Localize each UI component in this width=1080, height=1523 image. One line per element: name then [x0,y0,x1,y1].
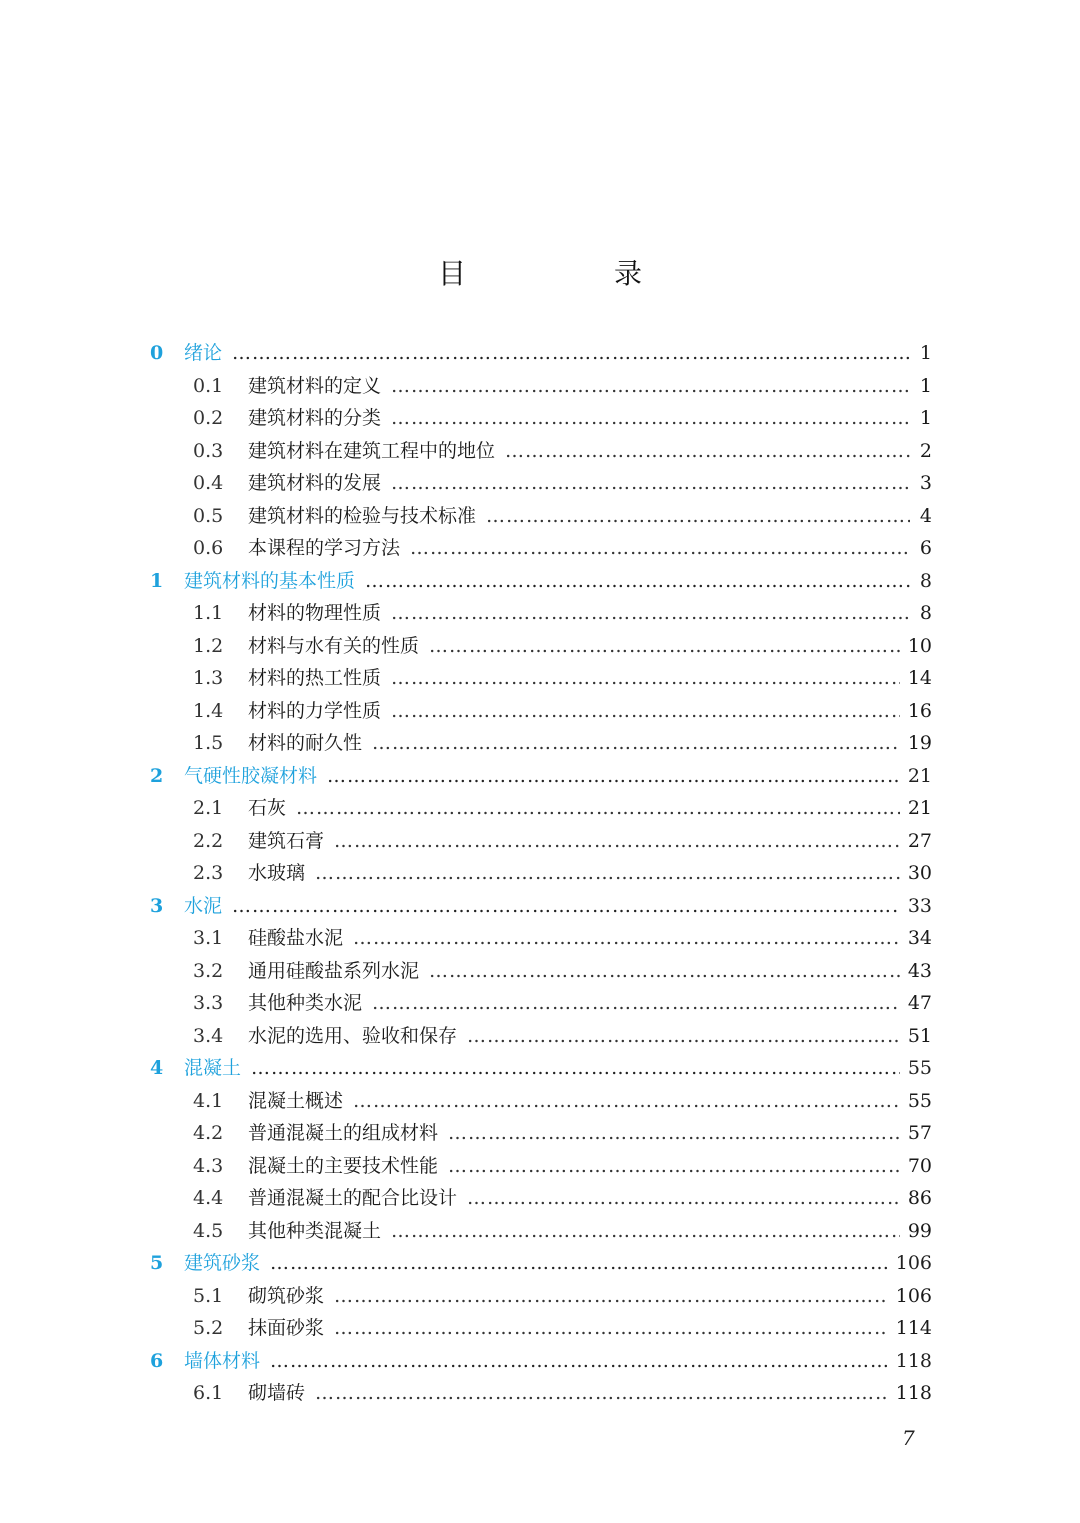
entry-title: 水玻璃 [248,862,306,884]
entry-page: 47 [907,992,932,1014]
entry-title: 砌墙砖 [248,1382,306,1404]
entry-title: 建筑材料的分类 [248,407,382,429]
entry-title: 气硬性胶凝材料 [184,764,318,787]
leader-dots [429,960,900,982]
toc-section-entry[interactable] [150,1086,932,1119]
entry-title: 材料的力学性质 [248,699,382,722]
entry-number: 0.5 [193,504,224,527]
entry-page: 33 [907,894,932,917]
entry-number: 2.3 [193,862,224,884]
page-title: 目 录 [437,257,702,290]
toc-section-entry[interactable] [150,533,932,566]
leader-dots [429,635,900,657]
entry-number: 3.3 [193,992,224,1014]
toc-chapter-entry[interactable] [150,338,932,371]
entry-number: 1 [150,569,164,592]
toc-section-entry[interactable] [150,436,932,469]
leader-dots [505,440,910,462]
entry-number: 1.4 [193,699,224,722]
entry-number: 3.4 [193,1024,224,1047]
leader-dots [251,1057,900,1079]
entry-page: 21 [907,797,932,819]
entry-page: 4 [919,504,932,527]
entry-number: 4.1 [193,1089,224,1112]
entry-page: 99 [907,1219,932,1242]
leader-dots [486,505,910,527]
entry-page: 106 [895,1252,932,1274]
entry-title: 水泥 [184,894,223,917]
entry-title: 砌筑砂浆 [248,1284,325,1307]
entry-title: 普通混凝土的组成材料 [248,1122,439,1144]
entry-number: 6.1 [193,1382,224,1404]
entry-number: 6 [150,1349,164,1372]
leader-dots [448,1122,900,1144]
toc-section-entry[interactable] [150,956,932,989]
toc-chapter-entry[interactable] [150,891,932,924]
leader-dots [448,1155,900,1177]
entry-page: 1 [919,374,932,397]
entry-title: 建筑石膏 [248,829,325,852]
entry-title: 建筑砂浆 [184,1252,261,1274]
entry-page: 106 [895,1284,932,1307]
entry-page: 34 [907,927,932,949]
entry-number: 0.4 [193,472,224,494]
toc-section-entry[interactable] [150,793,932,826]
entry-number: 4.5 [193,1219,224,1242]
leader-dots [467,1025,900,1047]
entry-page: 8 [919,602,932,624]
toc-chapter-entry[interactable] [150,1346,932,1379]
leader-dots [391,602,910,624]
entry-title: 绪论 [184,342,223,364]
entry-page: 114 [895,1317,932,1339]
entry-title: 建筑材料的发展 [248,472,382,494]
toc-section-entry[interactable] [150,501,932,534]
toc-chapter-entry[interactable] [150,1248,932,1281]
entry-page: 86 [907,1187,932,1209]
entry-page: 30 [907,862,932,884]
page-number: 7 [902,1426,915,1450]
entry-title: 普通混凝土的配合比设计 [248,1187,458,1209]
toc-section-entry[interactable] [150,988,932,1021]
entry-number: 5.2 [193,1317,224,1339]
entry-page: 70 [907,1154,932,1177]
entry-number: 1.3 [193,667,224,689]
entry-page: 1 [919,342,932,364]
toc-section-entry[interactable] [150,468,932,501]
toc-chapter-entry[interactable] [150,1053,932,1086]
leader-dots [353,1090,900,1112]
entry-number: 0.6 [193,537,224,559]
toc-chapter-entry[interactable] [150,566,932,599]
leader-dots [391,407,910,429]
entry-page: 8 [919,569,932,592]
leader-dots [467,1187,900,1209]
toc-section-entry[interactable] [150,1118,932,1151]
leader-dots [334,1285,888,1307]
entry-title: 混凝土 [184,1057,242,1079]
toc-section-entry[interactable] [150,403,932,436]
entry-title: 水泥的选用、验收和保存 [248,1024,458,1047]
entry-title: 混凝土的主要技术性能 [248,1154,439,1177]
entry-number: 2 [150,764,164,787]
leader-dots [391,375,910,397]
leader-dots [391,1220,900,1242]
entry-number: 1.2 [193,634,224,657]
entry-number: 0.1 [193,374,224,397]
toc-section-entry[interactable] [150,858,932,891]
entry-page: 118 [895,1382,932,1404]
entry-title: 材料的热工性质 [248,667,382,689]
leader-dots [334,1317,888,1339]
toc-section-entry[interactable] [150,663,932,696]
toc-section-entry[interactable] [150,1216,932,1249]
toc-section-entry[interactable] [150,371,932,404]
toc-section-entry[interactable] [150,1313,932,1346]
entry-title: 石灰 [248,797,287,819]
entry-title: 材料的耐久性 [248,732,363,754]
leader-dots [391,667,900,689]
entry-page: 19 [907,732,932,754]
leader-dots [372,732,900,754]
toc-section-entry[interactable] [150,1183,932,1216]
table-of-contents [150,338,932,1411]
toc-chapter-entry[interactable] [150,761,932,794]
toc-section-entry[interactable] [150,631,932,664]
leader-dots [270,1350,888,1372]
leader-dots [365,570,910,592]
toc-section-entry[interactable] [150,1281,932,1314]
entry-page: 27 [907,829,932,852]
leader-dots [391,700,900,722]
entry-title: 材料与水有关的性质 [248,634,420,657]
leader-dots [372,992,900,1014]
entry-number: 3.1 [193,927,224,949]
toc-section-entry[interactable] [150,598,932,631]
toc-section-entry[interactable] [150,696,932,729]
leader-dots [353,927,900,949]
entry-title: 其他种类水泥 [248,992,363,1014]
toc-section-entry[interactable] [150,826,932,859]
toc-section-entry[interactable] [150,728,932,761]
entry-page: 16 [907,699,932,722]
leader-dots [391,472,910,494]
leader-dots [232,895,900,917]
entry-title: 本课程的学习方法 [248,537,401,559]
entry-number: 1.5 [193,732,224,754]
entry-number: 2.1 [193,797,224,819]
leader-dots [334,830,900,852]
entry-number: 1.1 [193,602,224,624]
entry-page: 3 [919,472,932,494]
entry-page: 57 [907,1122,932,1144]
entry-title: 硅酸盐水泥 [248,927,344,949]
entry-title: 建筑材料的基本性质 [184,569,356,592]
entry-number: 4.2 [193,1122,224,1144]
leader-dots [232,342,910,364]
entry-number: 4.4 [193,1187,224,1209]
entry-number: 3.2 [193,959,224,982]
entry-page: 51 [907,1024,932,1047]
leader-dots [315,1382,888,1404]
entry-number: 2.2 [193,829,224,852]
entry-number: 5 [150,1252,164,1274]
entry-page: 2 [919,439,932,462]
entry-number: 0 [150,342,164,364]
entry-number: 0.3 [193,439,224,462]
entry-number: 5.1 [193,1284,224,1307]
toc-section-entry[interactable] [150,1378,932,1411]
entry-number: 0.2 [193,407,224,429]
leader-dots [327,765,900,787]
entry-page: 6 [919,537,932,559]
leader-dots [410,537,910,559]
entry-page: 14 [907,667,932,689]
entry-page: 55 [907,1089,932,1112]
entry-number: 3 [150,894,164,917]
entry-title: 建筑材料的检验与技术标准 [248,504,477,527]
entry-number: 4.3 [193,1154,224,1177]
entry-page: 43 [907,959,932,982]
leader-dots [315,862,900,884]
entry-title: 墙体材料 [184,1349,261,1372]
entry-title: 建筑材料在建筑工程中的地位 [248,439,496,462]
entry-title: 通用硅酸盐系列水泥 [248,959,420,982]
entry-title: 建筑材料的定义 [248,374,382,397]
entry-title: 混凝土概述 [248,1089,344,1112]
entry-title: 抹面砂浆 [248,1317,325,1339]
entry-title: 材料的物理性质 [248,602,382,624]
entry-page: 118 [895,1349,932,1372]
entry-number: 4 [150,1057,164,1079]
toc-section-entry[interactable] [150,1151,932,1184]
leader-dots [296,797,900,819]
toc-section-entry[interactable] [150,923,932,956]
entry-page: 10 [907,634,932,657]
entry-page: 55 [907,1057,932,1079]
toc-section-entry[interactable] [150,1021,932,1054]
entry-page: 21 [907,764,932,787]
entry-title: 其他种类混凝土 [248,1219,382,1242]
entry-page: 1 [919,407,932,429]
leader-dots [270,1252,888,1274]
